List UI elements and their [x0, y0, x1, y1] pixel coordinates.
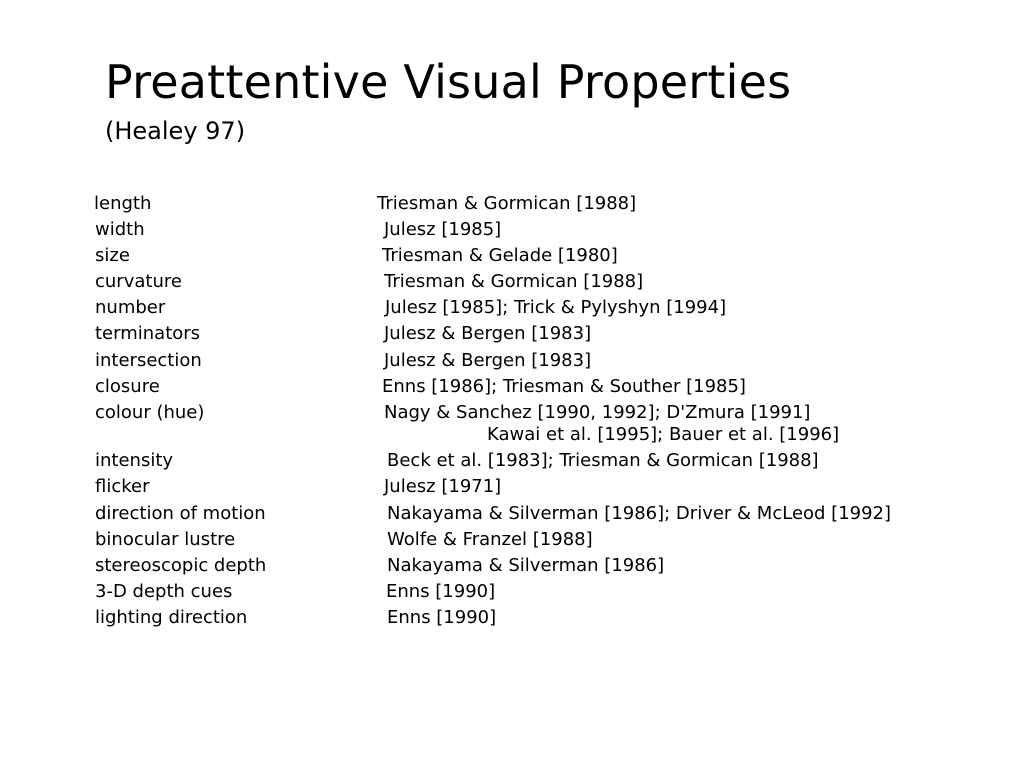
- reference-text: Nakayama & Silverman [1986]; Driver & McLeod [1992]: [387, 503, 892, 524]
- reference-text: Triesman & Gormican [1988]: [384, 271, 644, 292]
- property-label: width: [95, 219, 145, 240]
- slide-subtitle: (Healey 97): [105, 117, 246, 145]
- property-label: flicker: [95, 476, 150, 497]
- reference-text: Beck et al. [1983]; Triesman & Gormican [1988]: [387, 450, 819, 471]
- reference-text: Julesz [1971]: [384, 476, 502, 497]
- property-label: intersection: [95, 350, 202, 371]
- reference-text: Enns [1986]; Triesman & Souther [1985]: [382, 376, 746, 397]
- reference-text: Julesz & Bergen [1983]: [384, 323, 592, 344]
- property-label: intensity: [95, 450, 174, 471]
- property-label: size: [95, 245, 130, 266]
- reference-text: Nakayama & Silverman [1986]: [387, 555, 665, 576]
- reference-continuation: Kawai et al. [1995]; Bauer et al. [1996]: [487, 424, 840, 445]
- property-label: stereoscopic depth: [95, 555, 267, 576]
- reference-text: Triesman & Gelade [1980]: [382, 245, 618, 266]
- property-label: curvature: [95, 271, 182, 292]
- slide-title: Preattentive Visual Properties: [105, 55, 792, 109]
- reference-text: Julesz & Bergen [1983]: [384, 350, 592, 371]
- property-label: number: [95, 297, 166, 318]
- property-label: length: [94, 193, 152, 214]
- property-label: binocular lustre: [95, 529, 236, 550]
- reference-text: Wolfe & Franzel [1988]: [387, 529, 593, 550]
- property-label: closure: [95, 376, 160, 397]
- property-label: lighting direction: [95, 607, 248, 628]
- reference-text: Julesz [1985]: [384, 219, 502, 240]
- reference-text: Enns [1990]: [387, 607, 497, 628]
- property-label: colour (hue): [95, 402, 205, 423]
- property-label: 3-D depth cues: [95, 581, 233, 602]
- property-label: terminators: [95, 323, 201, 344]
- reference-text: Triesman & Gormican [1988]: [377, 193, 637, 214]
- reference-text: Nagy & Sanchez [1990, 1992]; D'Zmura [1991]: [384, 402, 811, 423]
- reference-text: Julesz [1985]; Trick & Pylyshyn [1994]: [385, 297, 727, 318]
- reference-text: Enns [1990]: [386, 581, 496, 602]
- property-label: direction of motion: [95, 503, 266, 524]
